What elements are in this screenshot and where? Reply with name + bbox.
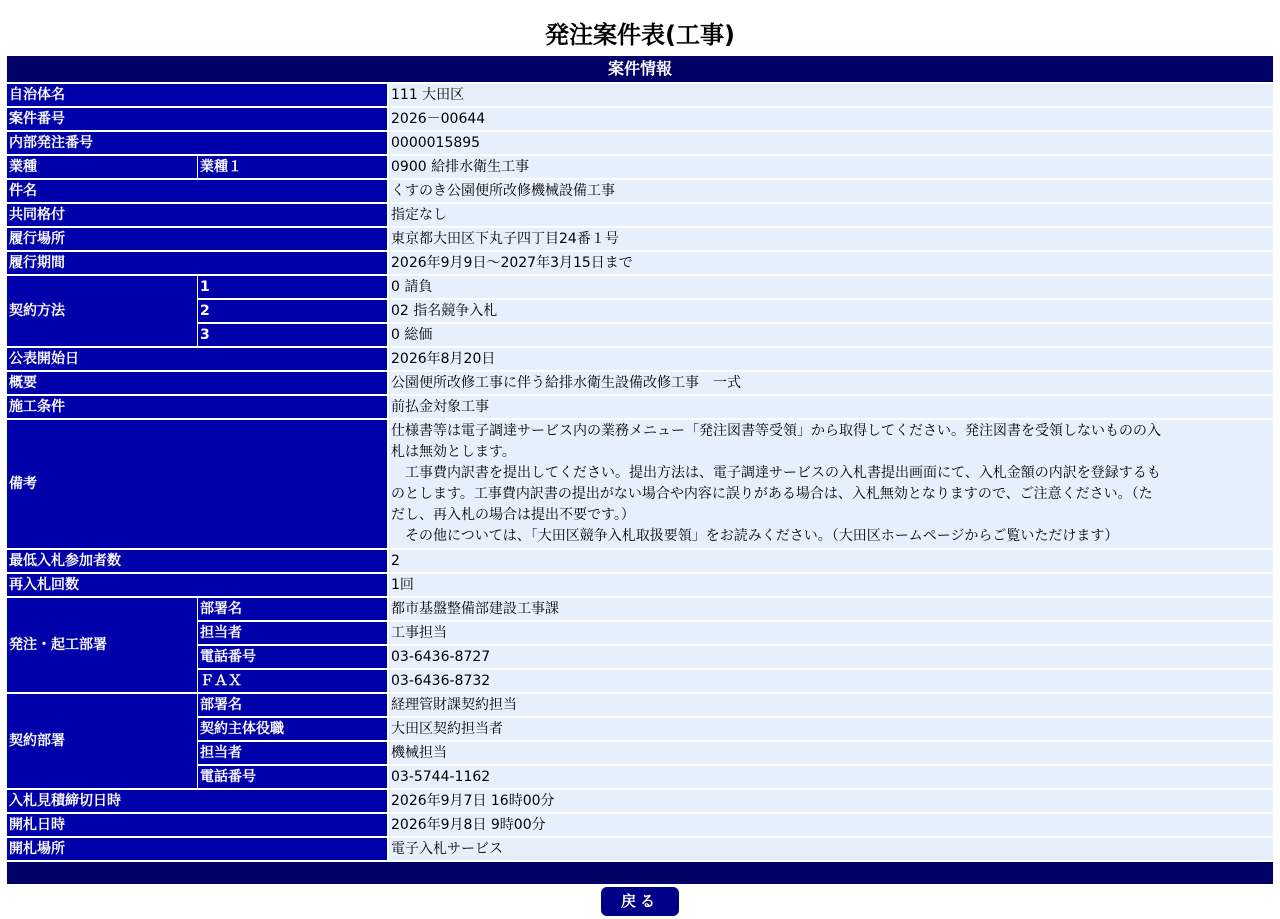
row-value-kenmei: くすのき公園便所改修機械設備工事 [387, 180, 1273, 202]
table-row [7, 742, 1273, 764]
row-value: 03-6436-8732 [387, 670, 1273, 692]
row-value-kaisatsu-basho: 電子入札サービス [387, 838, 1273, 860]
row-value: 都市基盤整備部建設工事課 [387, 598, 1273, 620]
row-value: 機械担当 [387, 742, 1273, 764]
biko-line: 工事費内訳書を提出してください。提出方法は、電子調達サービスの入札書提出画面にて、入札金額の内訳を登録するも [391, 465, 1161, 481]
table-row [7, 228, 1273, 250]
table-row [7, 766, 1273, 788]
footer-bar [7, 862, 1273, 884]
page-title: 発注案件表(工事) [545, 21, 735, 49]
row-label-naibu-no: 内部発注番号 [7, 132, 387, 154]
row-value-basho: 東京都大田区下丸子四丁目24番１号 [387, 228, 1273, 250]
row-value: 工事担当 [387, 622, 1273, 644]
row-label-sainyu: 再入札回数 [7, 574, 387, 596]
table-row [7, 324, 1273, 346]
row-sublabel: 3 [197, 324, 387, 346]
table-row [7, 814, 1273, 836]
row-value-gaiyo: 公園便所改修工事に伴う給排水衛生設備改修工事 一式 [387, 372, 1273, 394]
row-label-kyodo: 共同格付 [7, 204, 387, 226]
table-row [7, 420, 1273, 548]
row-sublabel: 担当者 [197, 742, 387, 764]
table-row [7, 84, 1273, 106]
table-row [7, 550, 1273, 572]
row-sublabel: 部署名 [197, 598, 387, 620]
row-label-anken-no: 案件番号 [7, 108, 387, 130]
row-label-kaisatsu-basho: 開札場所 [7, 838, 387, 860]
row-value-kikan: 2026年9月9日～2027年3月15日まで [387, 252, 1273, 274]
row-value: 02 指名競争入札 [387, 300, 1273, 322]
row-value: 0 請負 [387, 276, 1273, 298]
row-value-gyoshu: 0900 給排水衛生工事 [387, 156, 1273, 178]
row-label-shimekiri: 入札見積締切日時 [7, 790, 387, 812]
row-value-shimekiri: 2026年9月7日 16時00分 [387, 790, 1273, 812]
row-value: 03-6436-8727 [387, 646, 1273, 668]
row-sublabel: 電話番号 [197, 766, 387, 788]
table-row [7, 396, 1273, 418]
table-row [7, 670, 1273, 692]
row-label-joken: 施工条件 [7, 396, 387, 418]
row-value: 0 総価 [387, 324, 1273, 346]
table-row [7, 694, 1273, 716]
row-value-naibu-no: 0000015895 [387, 132, 1273, 154]
table-row [7, 276, 1273, 298]
row-label-kohyo: 公表開始日 [7, 348, 387, 370]
biko-line: だし、再入札の場合は提出不要です。） [391, 507, 635, 523]
biko-line: その他については、「大田区競争入札取扱要領」をお読みください。（大田区ホームページからご覧いただけます） [391, 528, 1119, 544]
row-sublabel-gyoshu: 業種１ [197, 156, 387, 178]
row-label-jichitai: 自治体名 [7, 84, 387, 106]
row-label-keiyaku-hoho: 契約方法 [7, 276, 197, 346]
biko-line: 仕様書等は電子調達サービス内の業務メニュー「発注図書等受領」から取得してください。発注図書を受領しないものの入 [391, 423, 1161, 439]
info-table [7, 82, 1273, 862]
row-value-kaisatsu: 2026年9月8日 9時00分 [387, 814, 1273, 836]
row-value-anken-no: 2026－00644 [387, 108, 1273, 130]
row-label-keiyaku-busho: 契約部署 [7, 694, 197, 788]
row-sublabel: 1 [197, 276, 387, 298]
table-row [7, 622, 1273, 644]
row-value: 経理管財課契約担当 [387, 694, 1273, 716]
table-row [7, 348, 1273, 370]
row-value-joken: 前払金対象工事 [387, 396, 1273, 418]
table-row [7, 132, 1273, 154]
table-row [7, 790, 1273, 812]
row-label-kenmei: 件名 [7, 180, 387, 202]
table-row [7, 180, 1273, 202]
row-label-saitei: 最低入札参加者数 [7, 550, 387, 572]
table-row [7, 646, 1273, 668]
row-label-gyoshu: 業種 [7, 156, 197, 178]
row-label-basho: 履行場所 [7, 228, 387, 250]
row-label-hacchu-busho: 発注・起工部署 [7, 598, 197, 692]
row-sublabel: 電話番号 [197, 646, 387, 668]
row-sublabel: 2 [197, 300, 387, 322]
row-label-biko: 備考 [7, 420, 387, 548]
row-value: 03-5744-1162 [387, 766, 1273, 788]
table-row [7, 108, 1273, 130]
row-value-sainyu: 1回 [387, 574, 1273, 596]
back-button[interactable]: 戻る [601, 887, 679, 916]
table-row [7, 204, 1273, 226]
table-row [7, 598, 1273, 620]
table-row [7, 574, 1273, 596]
table-row [7, 156, 1273, 178]
table-row [7, 838, 1273, 860]
table-row [7, 372, 1273, 394]
row-value-kyodo: 指定なし [387, 204, 1273, 226]
section-header: 案件情報 [7, 56, 1273, 82]
row-label-kaisatsu: 開札日時 [7, 814, 387, 836]
row-sublabel: ＦＡＸ [197, 670, 387, 692]
row-value-biko [387, 420, 1273, 548]
biko-line: 札は無効とします。 [391, 444, 516, 460]
row-label-gaiyo: 概要 [7, 372, 387, 394]
table-row [7, 252, 1273, 274]
row-value-saitei: 2 [387, 550, 1273, 572]
row-sublabel: 部署名 [197, 694, 387, 716]
table-row [7, 718, 1273, 740]
row-sublabel: 契約主体役職 [197, 718, 387, 740]
row-value-jichitai: 111 大田区 [387, 84, 1273, 106]
table-row [7, 300, 1273, 322]
row-value: 大田区契約担当者 [387, 718, 1273, 740]
row-value-kohyo: 2026年8月20日 [387, 348, 1273, 370]
row-label-kikan: 履行期間 [7, 252, 387, 274]
row-sublabel: 担当者 [197, 622, 387, 644]
biko-line: のとします。工事費内訳書の提出がない場合や内容に誤りがある場合は、入札無効となりますので、ご注意ください。（た [391, 486, 1153, 502]
